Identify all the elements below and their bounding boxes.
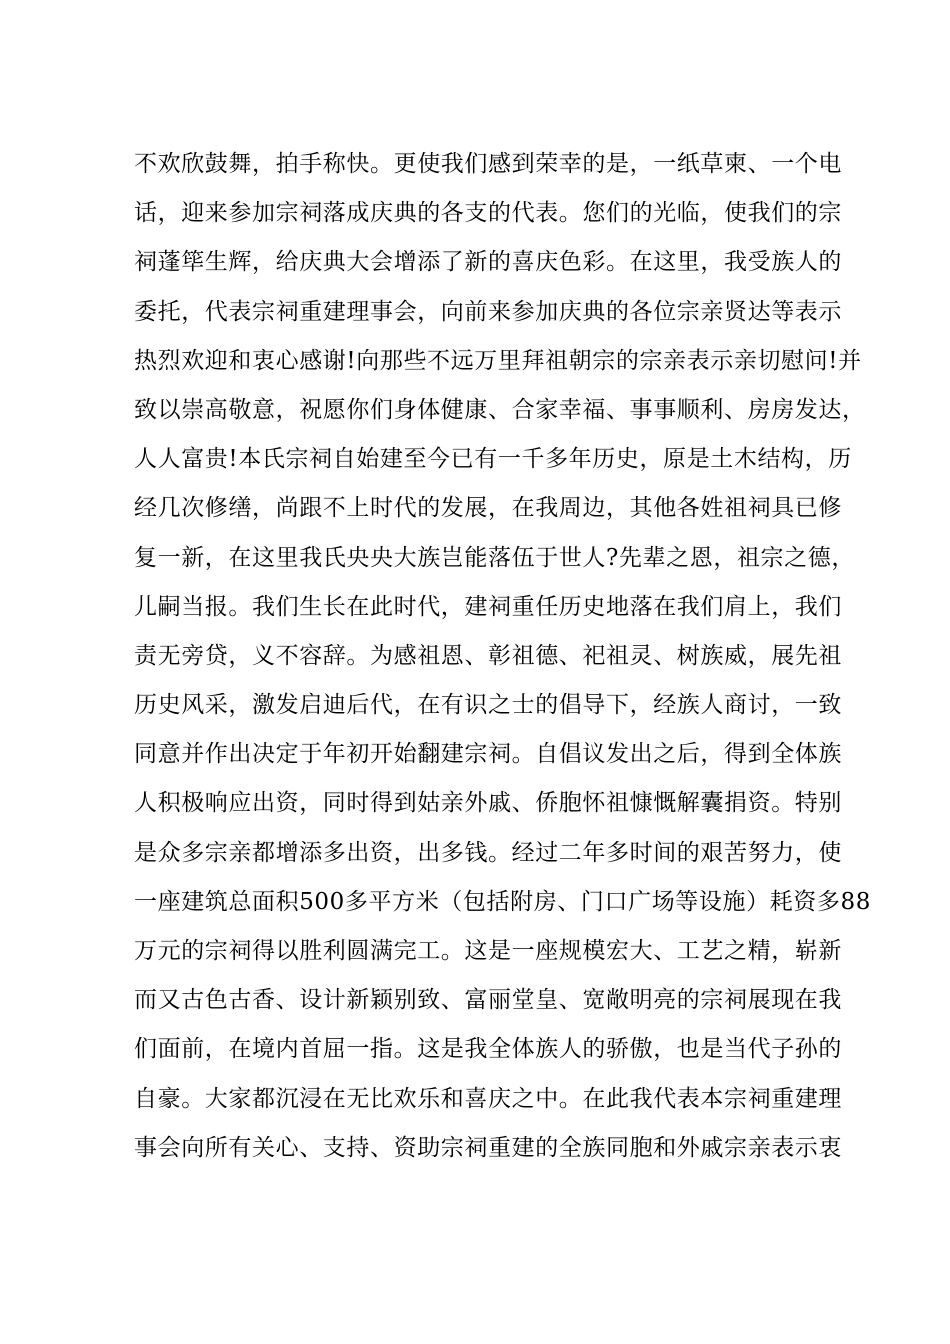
text-line: 历史风采，激发启迪后代，在有识之士的倡导下，经族人商讨，一致 — [134, 692, 842, 719]
text-line: 是众多宗亲都增添多出资，出多钱。经过二年多时间的艰苦努力，使 — [134, 839, 842, 866]
text-line: 人积极响应出资，同时得到姑亲外戚、侨胞怀祖慷慨解囊捐资。特别 — [134, 790, 842, 817]
text-line: 不欢欣鼓舞，拍手称快。更使我们感到荣幸的是，一纸草柬、一个电 — [134, 151, 842, 177]
body-text — [134, 140, 871, 1173]
text-line: 而又古色古香、设计新颖别致、富丽堂皇、宽敞明亮的宗祠展现在我 — [134, 987, 842, 1014]
text-line: 一座建筑总面积500多平方米（包括附房、门口广场等设施）耗资多88 — [134, 888, 871, 915]
text-line: 祠蓬筚生辉，给庆典大会增添了新的喜庆色彩。在这里，我受族人的 — [134, 249, 842, 276]
text-line: 万元的宗祠得以胜利圆满完工。这是一座规模宏大、工艺之精，崭新 — [134, 938, 842, 964]
text-line: 致以崇高敬意，祝愿你们身体健康、合家幸福、事事顺利、房房发达， — [134, 396, 866, 423]
text-line: 同意并作出决定于年初开始翻建宗祠。自倡议发出之后，得到全体族 — [134, 741, 842, 768]
text-line: 热烈欢迎和衷心感谢!向那些不远万里拜祖朝宗的宗亲表示亲切慰问!并 — [134, 347, 862, 374]
text-line: 们面前，在境内首屈一指。这是我全体族人的骄傲，也是当代子孙的 — [134, 1036, 842, 1063]
text-line: 经几次修缮，尚跟不上时代的发展，在我周边，其他各姓祖祠具已修 — [134, 495, 842, 522]
text-line: 委托，代表宗祠重建理事会，向前来参加庆典的各位宗亲贤达等表示 — [134, 298, 842, 325]
text-line: 话，迎来参加宗祠落成庆典的各支的代表。您们的光临，使我们的宗 — [134, 200, 842, 227]
text-line: 责无旁贷，义不容辞。为感祖恩、彰祖德、祀祖灵、树族威，展先祖 — [134, 642, 842, 669]
text-line: 人人富贵!本氏宗祠自始建至今已有一千多年历史，原是土木结构，历 — [134, 446, 852, 473]
text-line: 自豪。大家都沉浸在无比欢乐和喜庆之中。在此我代表本宗祠重建理 — [134, 1085, 842, 1112]
text-line: 事会向所有关心、支持、资助宗祠重建的全族同胞和外戚宗亲表示衷 — [134, 1134, 842, 1161]
text-line: 儿嗣当报。我们生长在此时代，建祠重任历史地落在我们肩上，我们 — [134, 593, 842, 620]
text-line: 复一新，在这里我氏央央大族岂能落伍于世人?先辈之恩，祖宗之德， — [134, 544, 855, 571]
